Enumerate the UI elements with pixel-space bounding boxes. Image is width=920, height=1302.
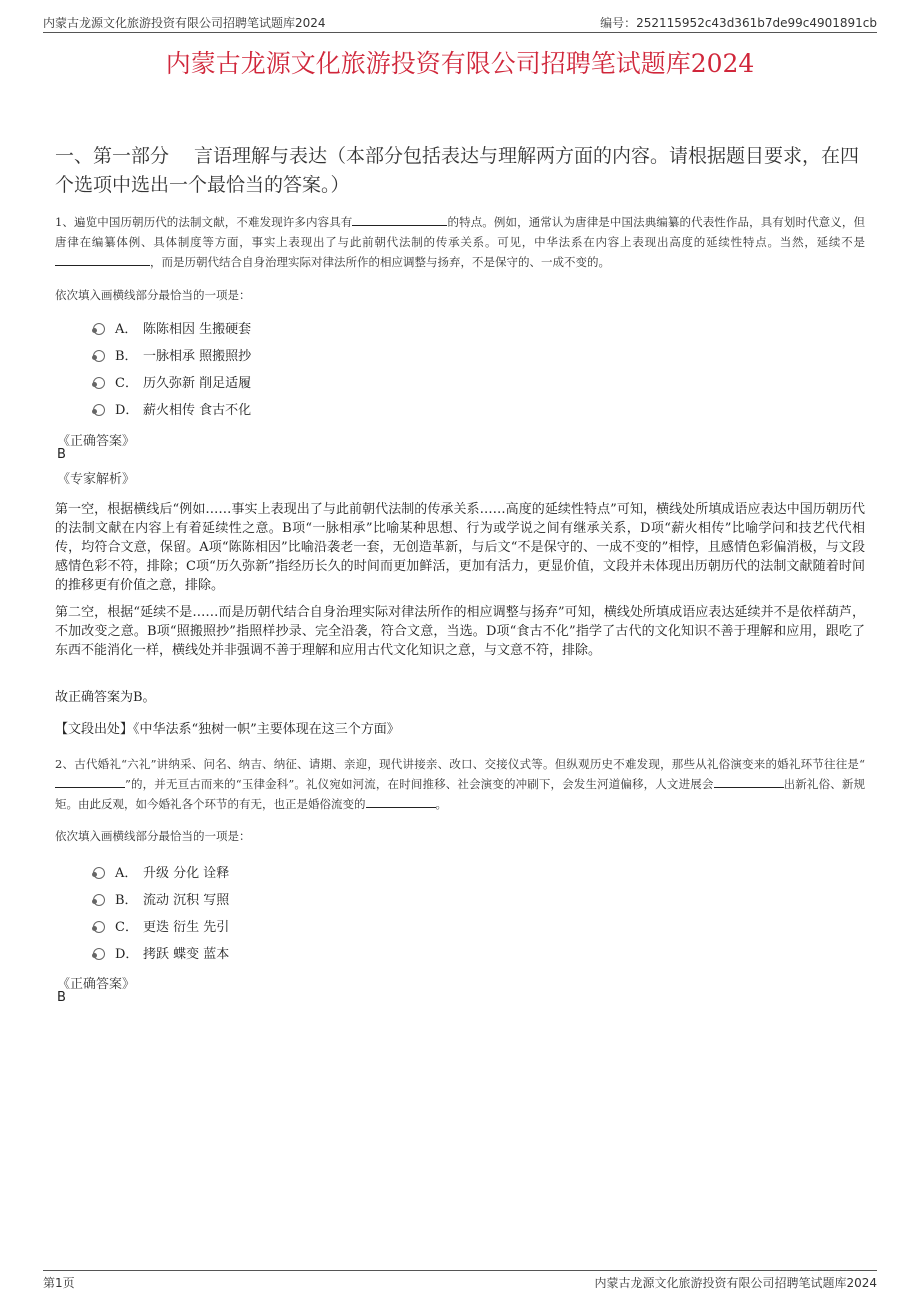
option-letter: B． xyxy=(115,893,138,908)
page-number: 第1页 xyxy=(43,1276,75,1290)
analysis-paragraph-1: 第一空，根据横线后“例如……事实上表现出了与此前朝代法制的传承关系……高度的延续性特点”可知，横线处所填成语应表达中国历朝历代的法制文献在内容上有着延续性之意。B项“一脉相承”比喻某种思想、行为或学说之间有继承关系，D项“薪火相传”比喻学问和技艺代代相传，均符合文意，保留。A项“陈陈相因”比喻沿袭老一套，无创造革新，与后文“不是保守的、一成不变的”相悖，且感情色彩偏消极，与文段感情色彩不符，排除；C项“历久弥新”指经历长久的时间而更加鲜活，更加有活力，更显价值，文段并未体现出历朝历代的法制文献随着时间的推移更有价值之意，排除。 xyxy=(55,502,865,593)
option-text: 薪火相传 食古不化 xyxy=(143,403,252,418)
analysis-paragraph-2: 第二空，根据“延续不是……而是历朝代结合自身治理实际对律法所作的相应调整与扬弃”可知，横线处所填成语应表达延续并不是依样葫芦，不加改变之意。B项“照搬照抄”指照样抄录、完全沿袭，符合文意，当选。D项“食古不化”指学了古代的文化知识不善于理解和应用，跟吃了东西不能消化一样，横线处并非强调不善于理解和应用古代文化知识之意，与文意不符，排除。 xyxy=(55,605,865,658)
option-letter: A． xyxy=(115,322,138,337)
question-2-text-part2: ”的，并无亘古而来的“玉律金科”。礼仪宛如河流，在时间推移、社会演变的冲刷下，会发生河道偏移，人文进展会 xyxy=(125,777,714,791)
radio-icon[interactable] xyxy=(93,323,105,335)
page-footer xyxy=(43,1270,877,1291)
option-text: 更迭 衍生 先引 xyxy=(143,920,230,935)
question-1-text-part1: 1、遍览中国历朝历代的法制文献，不难发现许多内容具有 xyxy=(55,215,353,229)
question-2-prompt: 依次填入画横线部分最恰当的一项是： xyxy=(55,829,251,843)
radio-icon[interactable] xyxy=(93,377,105,389)
answer-label: 《正确答案》 xyxy=(57,977,136,992)
question-1-stem xyxy=(55,212,865,272)
question-1-prompt: 依次填入画横线部分最恰当的一项是： xyxy=(55,288,251,302)
page-header xyxy=(43,12,877,33)
option-letter: C． xyxy=(115,376,138,391)
footer-doc-title: 内蒙古龙源文化旅游投资有限公司招聘笔试题库2024 xyxy=(594,1276,877,1290)
option-text: 流动 沉积 写照 xyxy=(143,893,230,908)
question-1-text-part2: 的特点。例如，通常认为唐律是中国法典编纂的代表性作品，具有划时代意义，但唐律在编纂体例、具体制度等方面，事实上表现出了与此前朝代法制的传承关系。可见，中华法系在内容上表现出高度的延续性特点。当然，延续不是 xyxy=(55,215,865,249)
question-2-text-part1: 2、古代婚礼“六礼”讲纳采、问名、纳吉、纳征、请期、亲迎，现代讲接亲、改口、交接仪式等。但纵观历史不难发现，那些从礼俗演变来的婚礼环节往往是“ xyxy=(55,757,865,771)
radio-icon[interactable] xyxy=(93,894,105,906)
radio-icon[interactable] xyxy=(93,948,105,960)
option-letter: D． xyxy=(115,403,139,418)
blank-line xyxy=(352,214,447,226)
section-heading: 一、第一部分 言语理解与表达（本部分包括表达与理解两方面的内容。请根据题目要求，在四个选项中选出一个最恰当的答案。） xyxy=(55,145,860,196)
blank-line xyxy=(55,254,150,266)
radio-icon[interactable] xyxy=(93,404,105,416)
answer-value: B xyxy=(57,447,66,462)
option-text: 一脉相承 照搬照抄 xyxy=(143,349,252,364)
source-note: 【文段出处】《中华法系“独树一帜”主要体现在这三个方面》 xyxy=(55,722,400,737)
option-text: 拷跃 蝶变 蓝本 xyxy=(143,947,230,962)
option-text: 陈陈相因 生搬硬套 xyxy=(143,322,252,337)
question-2-text-part4: 。 xyxy=(435,797,447,811)
analysis-label: 《专家解析》 xyxy=(57,472,136,487)
option-letter: C． xyxy=(115,920,138,935)
header-doc-title: 内蒙古龙源文化旅游投资有限公司招聘笔试题库2024 xyxy=(43,16,326,30)
document-title: 内蒙古龙源文化旅游投资有限公司招聘笔试题库2024 xyxy=(165,49,755,78)
option-letter: A． xyxy=(115,866,138,881)
option-letter: B． xyxy=(115,349,138,364)
question-1-text-part3: ，而是历朝代结合自身治理实际对律法所作的相应调整与扬弃，不是保守的、一成不变的。 xyxy=(150,255,610,269)
blank-line xyxy=(366,796,436,808)
option-text: 历久弥新 削足适履 xyxy=(143,376,252,391)
radio-icon[interactable] xyxy=(93,921,105,933)
answer-value: B xyxy=(57,990,66,1005)
blank-line xyxy=(55,776,125,788)
question-2-stem xyxy=(55,754,865,814)
header-doc-id: 编号：252115952c43d361b7de99c4901891cb xyxy=(600,16,877,30)
radio-icon[interactable] xyxy=(93,867,105,879)
question-2-text-part3: 出新礼俗、新规矩。由此反观，如今婚礼各个环节的有无，也正是婚俗流变的 xyxy=(55,777,865,811)
analysis-conclusion: 故正确答案为B。 xyxy=(55,690,156,705)
radio-icon[interactable] xyxy=(93,350,105,362)
option-text: 升级 分化 诠释 xyxy=(143,866,230,881)
option-letter: D． xyxy=(115,947,139,962)
answer-label: 《正确答案》 xyxy=(57,434,136,449)
blank-line xyxy=(714,776,784,788)
